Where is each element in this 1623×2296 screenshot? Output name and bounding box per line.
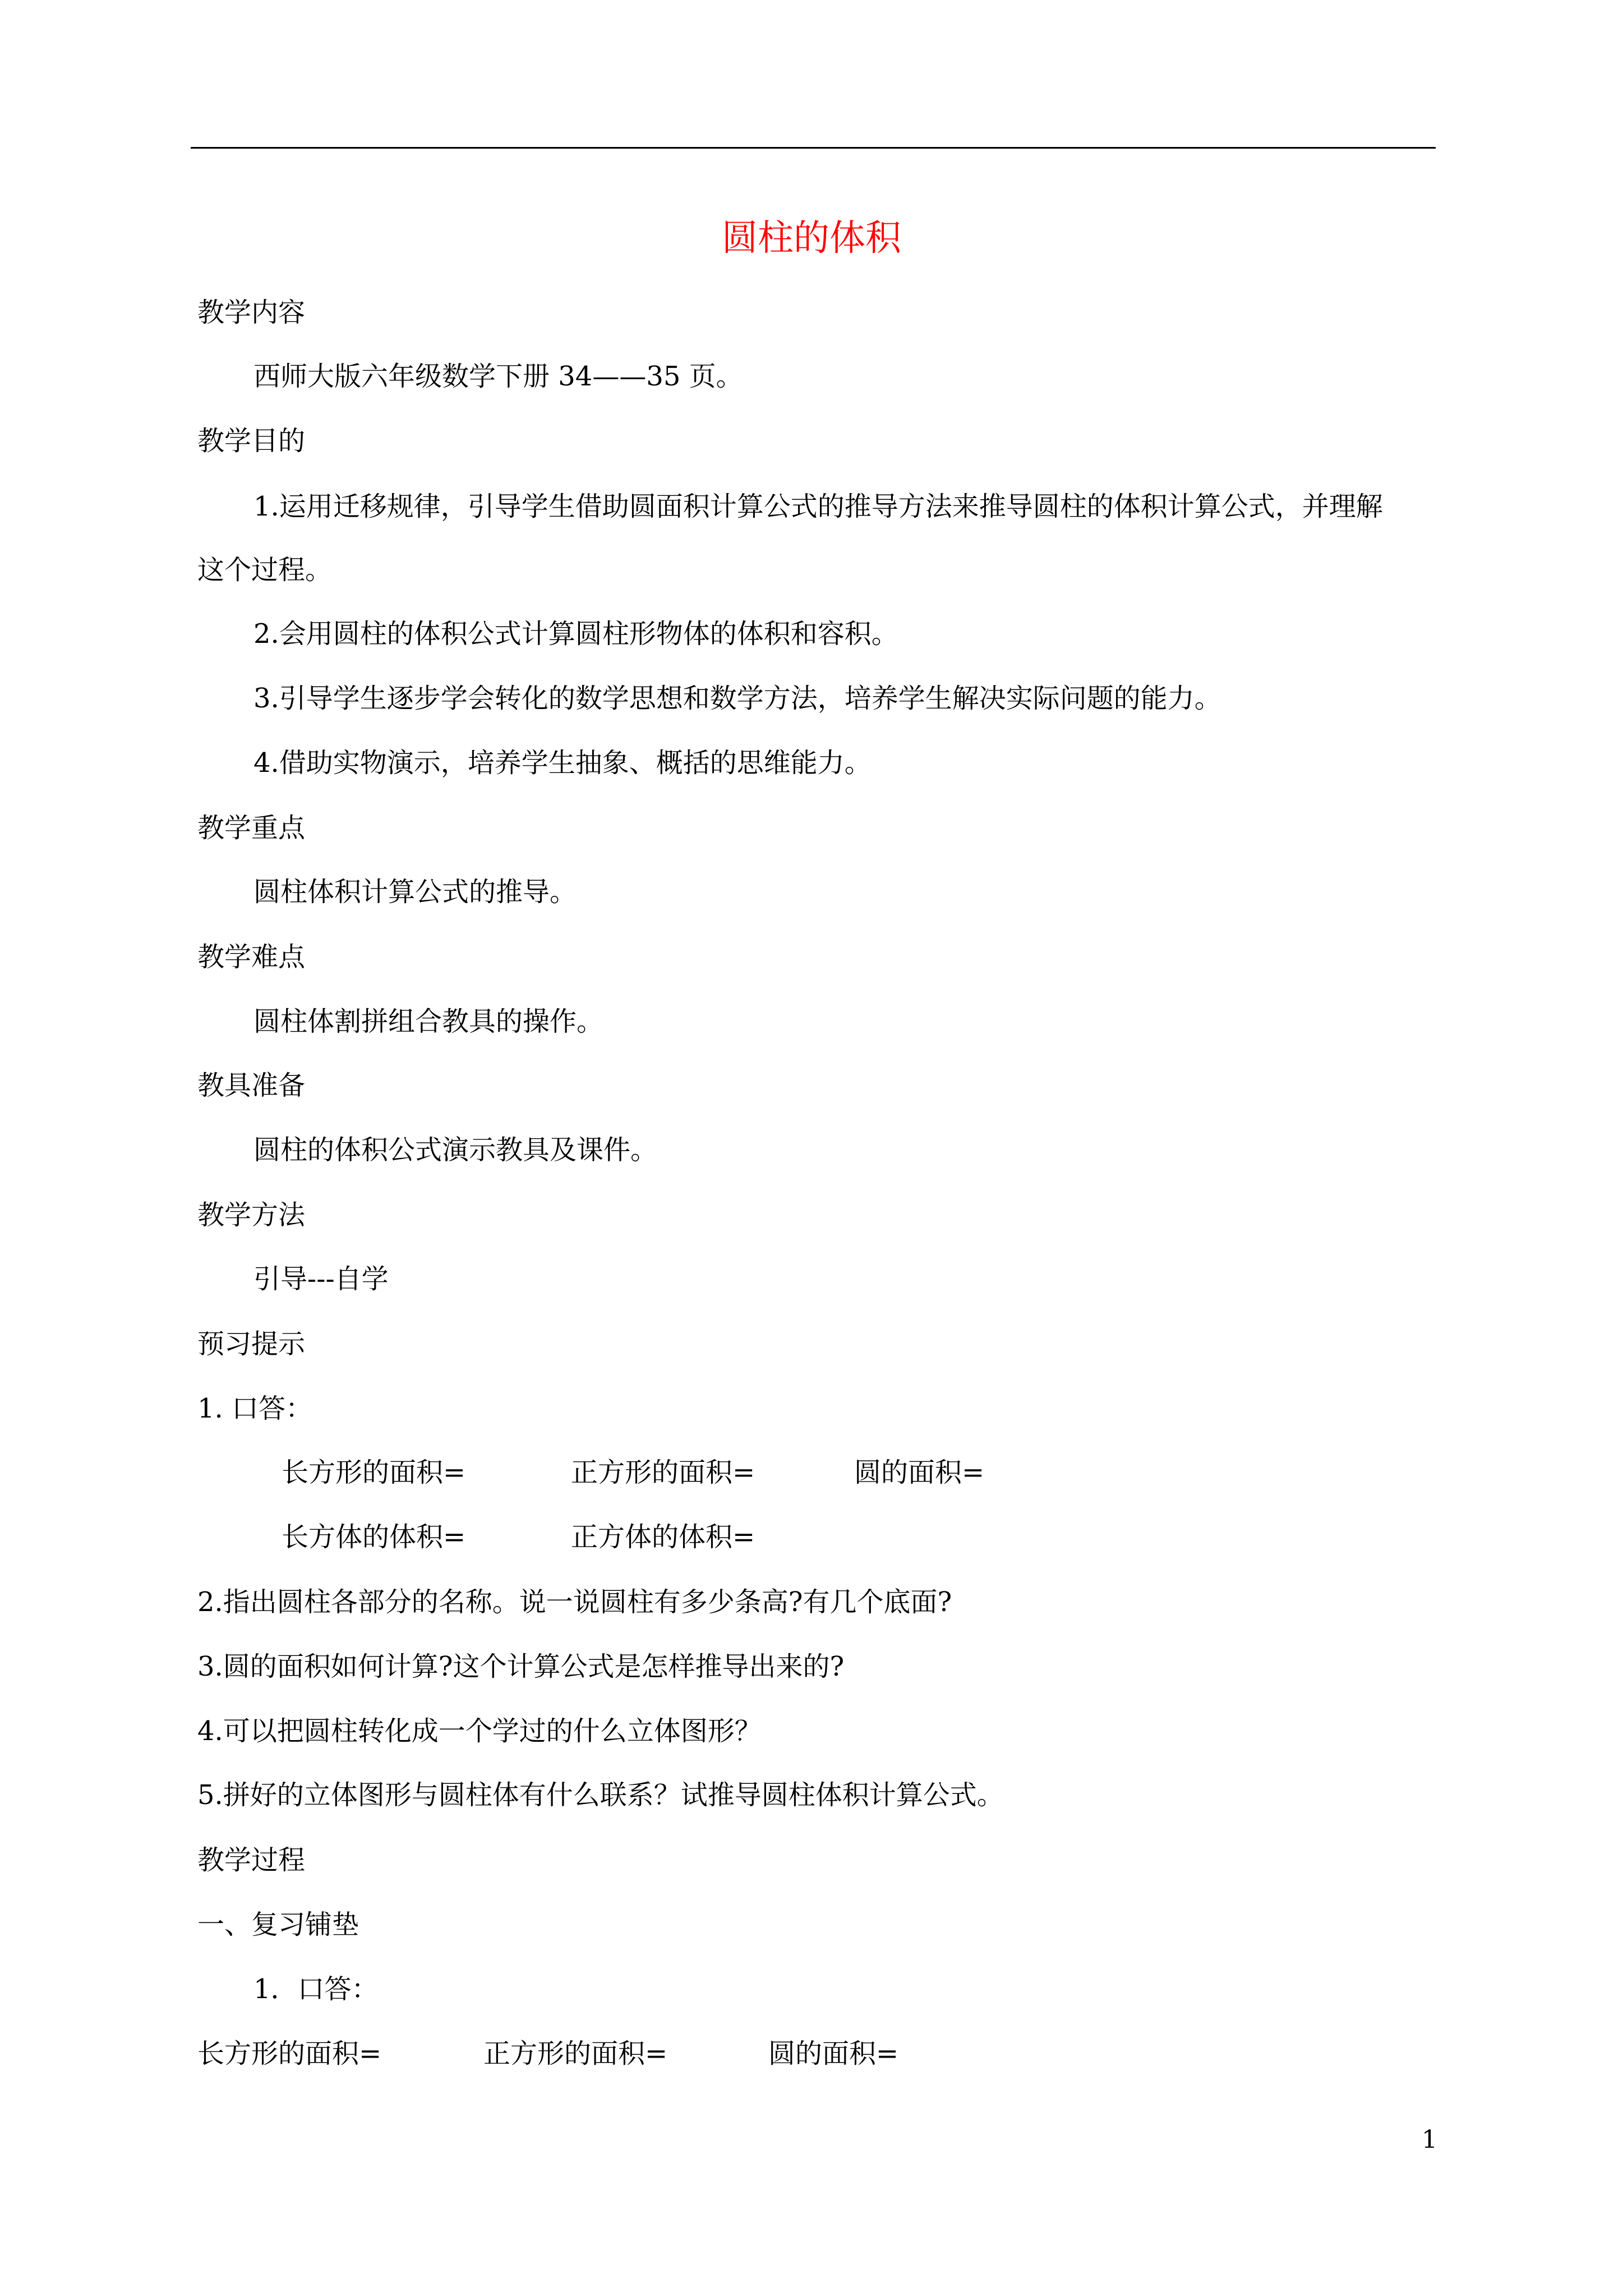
key-text: 圆柱体积计算公式的推导。 xyxy=(253,876,577,908)
goal-3: 3.引导学生逐步学会转化的数学思想和数学方法，培养学生解决实际问题的能力。 xyxy=(253,683,1221,714)
preview-square-area: 正方形的面积= xyxy=(571,1457,755,1488)
preview-cube-volume: 正方体的体积= xyxy=(571,1521,755,1553)
review-circle-area: 圆的面积= xyxy=(768,2038,899,2069)
review-rect-area: 长方形的面积= xyxy=(197,2038,382,2069)
review-1: 1．口答： xyxy=(253,1973,379,2005)
goal-4: 4.借助实物演示，培养学生抽象、概括的思维能力。 xyxy=(253,747,872,779)
method-text: 引导---自学 xyxy=(253,1263,389,1295)
difficulty-text: 圆柱体割拼组合教具的操作。 xyxy=(253,1006,604,1037)
page-number: 1 xyxy=(1422,2125,1437,2154)
page-title: 圆柱的体积 xyxy=(722,218,901,259)
preview-5: 5.拼好的立体图形与圆柱体有什么联系？试推导圆柱体积计算公式。 xyxy=(197,1779,1004,1811)
preview-heading: 预习提示 xyxy=(197,1328,306,1360)
goal-1a: 1.运用迁移规律，引导学生借助圆面积计算公式的推导方法来推导圆柱的体积计算公式，并理解 xyxy=(253,491,1383,522)
review-heading: 一、复习铺垫 xyxy=(197,1909,359,1940)
preview-2: 2.指出圆柱各部分的名称。说一说圆柱有多少条高?有几个底面? xyxy=(197,1586,952,1618)
tools-heading: 教具准备 xyxy=(197,1070,306,1101)
preview-cuboid-volume: 长方体的体积= xyxy=(282,1521,466,1553)
goal-2: 2.会用圆柱的体积公式计算圆柱形物体的体积和容积。 xyxy=(253,618,898,650)
tools-text: 圆柱的体积公式演示教具及课件。 xyxy=(253,1134,658,1166)
header-rule xyxy=(191,147,1436,149)
review-square-area: 正方形的面积= xyxy=(483,2038,668,2069)
preview-4: 4.可以把圆柱转化成一个学过的什么立体图形？ xyxy=(197,1715,762,1747)
difficulty-heading: 教学难点 xyxy=(197,941,306,973)
preview-circle-area: 圆的面积= xyxy=(854,1457,985,1488)
content-text: 西师大版六年级数学下册 34——35 页。 xyxy=(253,361,743,392)
preview-rect-area: 长方形的面积= xyxy=(282,1457,466,1488)
goal-1b: 这个过程。 xyxy=(197,554,333,586)
content-heading: 教学内容 xyxy=(197,297,306,328)
process-heading: 教学过程 xyxy=(197,1844,306,1876)
goals-heading: 教学目的 xyxy=(197,425,306,457)
preview-1: 1. 口答： xyxy=(197,1393,313,1424)
key-heading: 教学重点 xyxy=(197,812,306,844)
preview-3: 3.圆的面积如何计算?这个计算公式是怎样推导出来的? xyxy=(197,1651,845,1682)
method-heading: 教学方法 xyxy=(197,1199,306,1231)
